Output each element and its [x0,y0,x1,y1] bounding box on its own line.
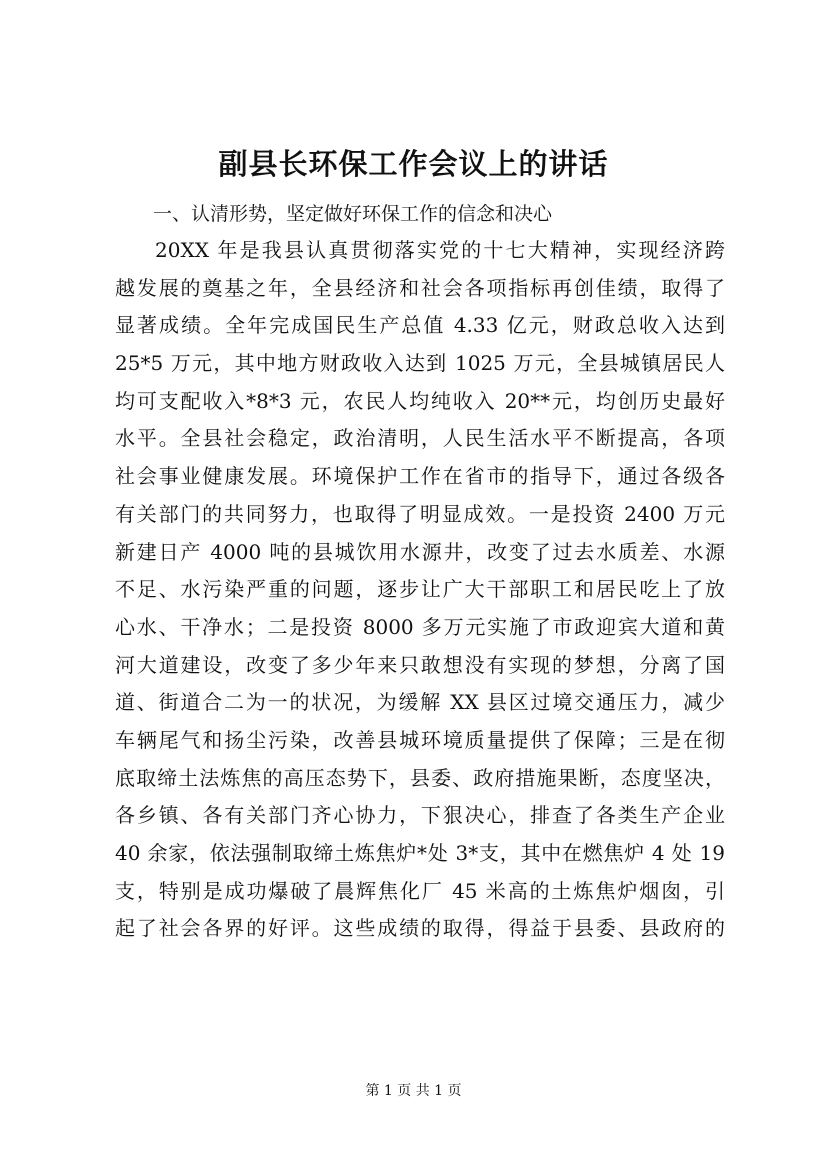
body-line: 水平。全县社会稳定，政治清明，人民生活水平不断提高，各项 [115,426,725,451]
body-line: 25*5 万元，其中地方财政收入达到 1025 万元，全县城镇居民人 [115,351,725,376]
document-title: 副县长环保工作会议上的讲话 [218,147,609,181]
body-line: 均可支配收入*8*3 元，农民人均纯收入 20**元，均创历史最好 [115,388,725,413]
body-line: 河大道建设，改变了多少年来只敢想没有实现的梦想，分离了国 [115,652,725,677]
body-line: 40 余家，依法强制取缔土炼焦炉*处 3*支，其中在燃焦炉 4 处 19 [115,841,725,865]
body-line: 心水、干净水；二是投资 8000 多万元实施了市政迎宾大道和黄 [115,614,725,639]
body-line: 道、街道合二为一的状况，为缓解 XX 县区过境交通压力，减少 [115,690,725,715]
body-line: 起了社会各界的好评。这些成绩的取得，得益于县委、县政府的 [115,916,725,941]
body-text [115,232,725,948]
body-line: 支，特别是成功爆破了晨辉焦化厂 45 米高的土炼焦炉烟囱，引 [115,878,725,903]
body-line: 车辆尾气和扬尘污染，改善县城环境质量提供了保障；三是在彻 [115,727,725,752]
body-line: 社会事业健康发展。环境保护工作在省市的指导下，通过各级各 [115,464,725,489]
body-line: 20XX 年是我县认真贯彻落实党的十七大精神，实现经济跨 [155,238,725,262]
body-line: 有关部门的共同努力，也取得了明显成效。一是投资 2400 万元 [115,501,725,526]
section-heading: 一、认清形势，坚定做好环保工作的信念和决心 [153,203,553,225]
body-line: 显著成绩。全年完成国民生产总值 4.33 亿元，财政总收入达到 [115,313,725,338]
body-line: 底取缔土法炼焦的高压态势下，县委、政府措施果断，态度坚决， [115,765,725,790]
body-line: 新建日产 4000 吨的县城饮用水源井，改变了过去水质差、水源 [115,539,725,564]
body-line: 越发展的奠基之年，全县经济和社会各项指标再创佳绩，取得了 [115,275,725,300]
page-footer: 第 1 页 共 1 页 [365,1083,462,1099]
body-line: 不足、水污染严重的问题，逐步让广大干部职工和居民吃上了放 [115,577,725,602]
body-line: 各乡镇、各有关部门齐心协力，下狠决心，排查了各类生产企业 [115,803,725,828]
